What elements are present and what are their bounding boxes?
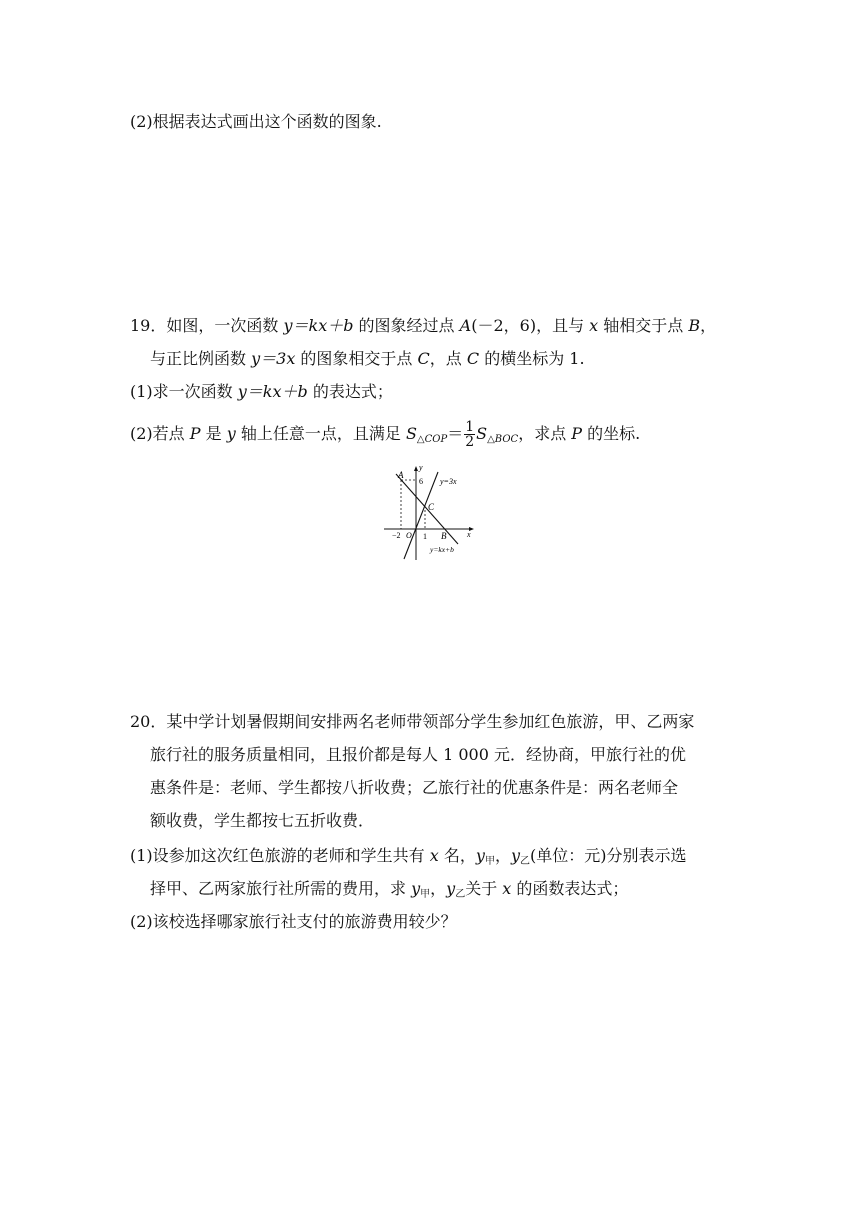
label-one: 1 — [423, 532, 427, 541]
q20-var: y — [411, 879, 421, 898]
q20-var: x — [502, 879, 512, 898]
q19-text: ，求点 — [518, 424, 572, 443]
q19-text: 的坐标. — [582, 424, 641, 443]
q19-point-label: B — [688, 316, 701, 335]
q20-line2: 旅行社的服务质量相同，且报价都是每人 1 000 元．经协商，甲旅行社的优 — [150, 745, 686, 764]
q20-text: 的函数表达式； — [511, 879, 629, 898]
q19-point-label: C — [466, 349, 480, 368]
label-y-axis: y — [419, 464, 423, 472]
q19-text: ， — [700, 316, 717, 335]
q20-part2: (2)该校选择哪家旅行社支付的旅游费用较少？ — [130, 912, 457, 931]
q20-var: y — [446, 879, 456, 898]
q20-text: (单位：元)分别表示选 — [530, 846, 687, 865]
q20-text: ， — [430, 879, 447, 898]
q19-text: 轴上任意一点，且满足 — [235, 424, 406, 443]
q19-area-symbol: S — [476, 424, 488, 443]
q19-var: y — [226, 424, 236, 443]
q20-var: x — [429, 846, 439, 865]
q20-text: 择甲、乙两家旅行社所需的费用，求 — [150, 879, 412, 898]
q20-line1: 20．某中学计划暑假期间安排两名老师带领部分学生参加红色旅游，甲、乙两家 — [130, 712, 695, 731]
q19-equation: y＝kx＋b — [237, 382, 308, 401]
fraction-denominator: 2 — [465, 434, 475, 450]
q19-area-subscript: △BOC — [487, 434, 519, 445]
q19-text: (－2，6)，且与 — [471, 316, 590, 335]
y-axis-arrow — [414, 466, 418, 471]
q19-text: 的横坐标为 1. — [479, 349, 585, 368]
q19-text: 的表达式； — [307, 382, 393, 401]
q19-coordinate-figure — [380, 464, 480, 564]
label-six: 6 — [419, 477, 423, 486]
q19-text: 的图象相交于点 — [295, 349, 418, 368]
label-y-kx-b: y=kx+b — [430, 545, 454, 554]
fraction-numerator: 1 — [465, 419, 475, 435]
q20-text: 关于 — [465, 879, 503, 898]
q20-text: (1)设参加这次红色旅游的老师和学生共有 — [130, 846, 430, 865]
label-A: A — [398, 470, 404, 480]
q19-point-label: P — [571, 424, 583, 443]
q19-equation: y＝kx＋b — [283, 316, 354, 335]
label-C: C — [428, 502, 435, 512]
q20-text: ， — [494, 846, 511, 865]
q19-text: 轴相交于点 — [598, 316, 689, 335]
q20-var: y — [475, 846, 485, 865]
q20-subscript: 甲 — [420, 889, 431, 900]
q19-equals: ＝ — [447, 424, 464, 443]
q19-part2 — [130, 420, 640, 450]
q19-point-label: C — [417, 349, 430, 368]
q19-area-subscript: △COP — [416, 434, 448, 445]
q19-var: x — [589, 316, 599, 335]
q19-point-label: P — [189, 424, 201, 443]
q19-line1 — [130, 316, 716, 336]
q19-equation: y＝3x — [251, 349, 296, 368]
q18-part2: (2)根据表达式画出这个函数的图象. — [130, 112, 382, 131]
label-x-axis: x — [467, 530, 471, 539]
q19-text: ，点 — [429, 349, 467, 368]
q19-text: (1)求一次函数 — [130, 382, 238, 401]
q19-fraction — [464, 420, 475, 449]
q20-var: y — [510, 846, 520, 865]
q20-line3: 惠条件是：老师、学生都按八折收费；乙旅行社的优惠条件是：两名老师全 — [150, 778, 679, 797]
q19-text: 的图象经过点 — [353, 316, 460, 335]
q19-area-symbol: S — [405, 424, 417, 443]
q19-text: 19．如图，一次函数 — [130, 316, 284, 335]
q20-text: 名， — [438, 846, 476, 865]
q20-line4: 额收费，学生都按七五折收费． — [150, 811, 375, 830]
q19-line2 — [150, 349, 585, 369]
label-minus-two: −2 — [392, 531, 401, 540]
q19-text: 是 — [200, 424, 227, 443]
q20-part1-line1 — [130, 846, 687, 872]
q19-part1 — [130, 382, 393, 402]
label-y-3x: y=3x — [440, 477, 457, 486]
q20-part1-line2 — [150, 879, 628, 905]
q19-text: 与正比例函数 — [150, 349, 252, 368]
q20-subscript: 甲 — [484, 856, 495, 867]
q20-subscript: 乙 — [520, 856, 530, 867]
q20-subscript: 乙 — [455, 889, 466, 900]
label-origin: O — [406, 531, 412, 540]
label-B: B — [441, 531, 447, 541]
q19-text: (2)若点 — [130, 424, 190, 443]
q19-point-label: A — [459, 316, 472, 335]
